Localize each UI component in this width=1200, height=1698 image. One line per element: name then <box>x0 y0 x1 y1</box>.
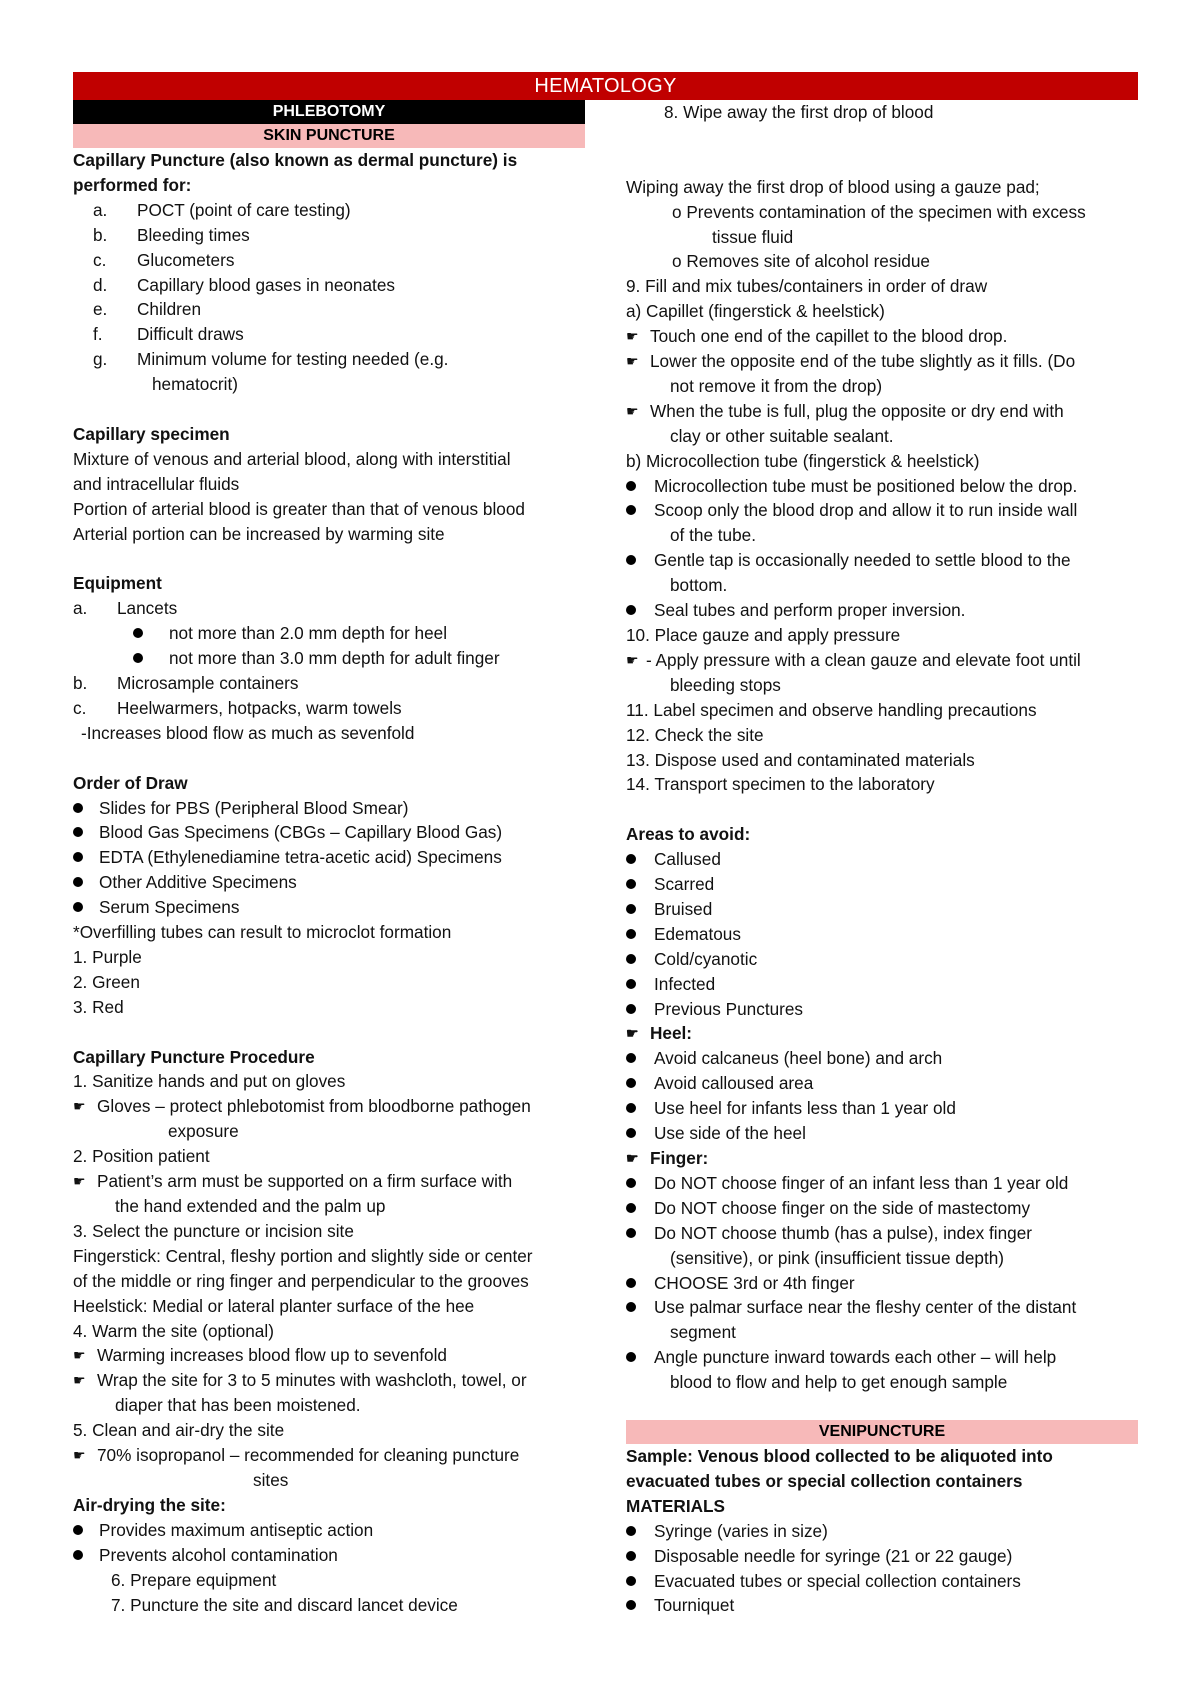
micro-heading: b) Microcollection tube (fingerstick & heelstick) <box>626 450 980 471</box>
skin-puncture-header: SKIN PUNCTURE <box>73 124 585 148</box>
list-item: Cold/cyanotic <box>626 947 1138 972</box>
wipe-item-cont: tissue fluid <box>712 226 794 247</box>
pointing-hand-icon: ☛ <box>73 1447 86 1464</box>
capillary-intro-cont: performed for: <box>73 174 192 195</box>
list-item-cont: segment <box>670 1322 736 1343</box>
note: ☛ Touch one end of the capillet to the blood drop. <box>626 324 1138 349</box>
list-item: Evacuated tubes or special collection containers <box>626 1569 1138 1594</box>
finger-heading: ☛ Finger: <box>626 1146 1138 1171</box>
bullet-icon <box>626 1004 636 1014</box>
bullet-icon <box>626 1203 636 1213</box>
note-cont: not remove it from the drop) <box>670 375 883 396</box>
bullet-icon <box>626 605 636 615</box>
wipe-item: o Removes site of alcohol residue <box>672 251 930 272</box>
list-item: c. Heelwarmers, hotpacks, warm towels <box>73 697 402 718</box>
pointing-hand-icon: ☛ <box>73 1372 86 1389</box>
bullet-icon <box>626 1078 636 1088</box>
note-cont: clay or other suitable sealant. <box>670 425 894 446</box>
color-item: 1. Purple <box>73 946 142 967</box>
list-item: e. Children <box>93 299 202 320</box>
list-item: Avoid calloused area <box>626 1071 1138 1096</box>
step: 11. Label specimen and observe handling precautions <box>626 699 1037 720</box>
bullet-icon <box>626 929 636 939</box>
bullet-icon <box>73 852 83 862</box>
bullet-icon <box>626 1178 636 1188</box>
list-item: a. POCT (point of care testing) <box>93 199 351 220</box>
bullet-icon <box>626 1053 636 1063</box>
pointing-hand-icon: ☛ <box>626 328 639 345</box>
specimen-text: Arterial portion can be increased by warming site <box>73 523 445 544</box>
fingerstick-text: Fingerstick: Central, fleshy portion and slightly side or center <box>73 1245 533 1266</box>
list-item: Blood Gas Specimens (CBGs – Capillary Blood Gas) <box>73 820 585 845</box>
heel-list <box>626 1046 1138 1146</box>
list-item: Use side of the heel <box>626 1121 1138 1146</box>
bullet-icon <box>626 1600 636 1610</box>
capillary-intro: Capillary Puncture (also known as dermal puncture) is <box>73 150 518 170</box>
equipment-heading: Equipment <box>73 573 162 594</box>
list-item: b. Bleeding times <box>93 224 250 245</box>
bullet-icon <box>133 653 143 663</box>
avoid-list <box>626 847 1138 1021</box>
pointing-hand-icon: ☛ <box>73 1173 86 1190</box>
list-item: g. Minimum volume for testing needed (e.g. <box>93 349 449 370</box>
procedure-heading: Capillary Puncture Procedure <box>73 1046 315 1067</box>
left-column <box>73 100 585 1617</box>
list-item: Slides for PBS (Peripheral Blood Smear) <box>73 796 585 821</box>
list-item: Serum Specimens <box>73 895 585 920</box>
heelstick-text: Heelstick: Medial or lateral planter surface of the hee <box>73 1295 475 1316</box>
page-title: HEMATOLOGY <box>73 72 1138 100</box>
list-item: Avoid calcaneus (heel bone) and arch <box>626 1046 1138 1071</box>
bullet-icon <box>626 1228 636 1238</box>
note: ☛ When the tube is full, plug the opposite or dry end with <box>626 399 1138 424</box>
bullet-icon <box>626 854 636 864</box>
list-item: f. Difficult draws <box>93 324 244 345</box>
airdry-list <box>73 1518 585 1568</box>
wipe-item: o Prevents contamination of the specimen with excess <box>672 201 1086 222</box>
color-item: 3. Red <box>73 996 124 1017</box>
step: 12. Check the site <box>626 724 764 745</box>
list-item: b. Microsample containers <box>73 673 299 693</box>
capillet-heading: a) Capillet (fingerstick & heelstick) <box>626 301 885 322</box>
order-heading: Order of Draw <box>73 772 188 793</box>
bullet-icon <box>73 902 83 912</box>
step: 6. Prepare equipment <box>111 1569 277 1590</box>
materials-heading: MATERIALS <box>626 1495 725 1516</box>
list-item: Gentle tap is occasionally needed to settle blood to the <box>626 548 1138 573</box>
list-item: Do NOT choose finger of an infant less than 1 year old <box>626 1171 1138 1196</box>
list-item: Use palmar surface near the fleshy center of the distant <box>626 1295 1138 1320</box>
equipment-note: -Increases blood flow as much as sevenfold <box>81 722 415 743</box>
step: 10. Place gauze and apply pressure <box>626 625 901 645</box>
bullet-icon <box>626 879 636 889</box>
list-item-cont: blood to flow and help to get enough sample <box>670 1372 1008 1393</box>
pointing-hand-icon: ☛ <box>626 651 639 668</box>
step: 7. Puncture the site and discard lancet device <box>111 1594 458 1615</box>
wipe-heading: Wiping away the first drop of blood using a gauze pad; <box>626 176 1040 197</box>
step: 8. Wipe away the first drop of blood <box>664 102 934 122</box>
pointing-hand-icon: ☛ <box>626 1025 639 1042</box>
color-item: 2. Green <box>73 971 140 992</box>
list-item: c. Glucometers <box>93 249 235 270</box>
step: 3. Select the puncture or incision site <box>73 1220 354 1241</box>
bullet-icon <box>73 1525 83 1535</box>
list-item: Do NOT choose thumb (has a pulse), index finger <box>626 1221 1138 1246</box>
note: ☛ Patient’s arm must be supported on a firm surface with <box>73 1169 585 1194</box>
note-cont: diaper that has been moistened. <box>115 1395 361 1416</box>
list-item: d. Capillary blood gases in neonates <box>93 274 395 295</box>
list-item: not more than 3.0 mm depth for adult finger <box>73 646 585 671</box>
specimen-text: Portion of arterial blood is greater than that of venous blood <box>73 498 525 519</box>
note: ☛ Gloves – protect phlebotomist from bloodborne pathogen <box>73 1094 585 1119</box>
color-list <box>73 945 585 1020</box>
veni-sample: Sample: Venous blood collected to be aliquoted into <box>626 1445 1053 1466</box>
bullet-icon <box>626 1128 636 1138</box>
pointing-hand-icon: ☛ <box>626 402 639 419</box>
list-item: Syringe (varies in size) <box>626 1519 1138 1544</box>
note: ☛ Wrap the site for 3 to 5 minutes with washcloth, towel, or <box>73 1368 585 1393</box>
note: ☛ - Apply pressure with a clean gauze and elevate foot until <box>626 648 1138 673</box>
step: 14. Transport specimen to the laboratory <box>626 774 935 795</box>
note: ☛ Lower the opposite end of the tube slightly as it fills. (Do <box>626 349 1138 374</box>
bullet-icon <box>626 555 636 565</box>
bullet-icon <box>626 1352 636 1362</box>
list-item: Scarred <box>626 872 1138 897</box>
list-item: Other Additive Specimens <box>73 870 585 895</box>
list-item-cont: bottom. <box>670 575 728 596</box>
right-column <box>626 100 1138 1618</box>
bullet-icon <box>626 1526 636 1536</box>
bullet-icon <box>73 877 83 887</box>
phlebotomy-header: PHLEBOTOMY <box>73 100 585 124</box>
step: 5. Clean and air-dry the site <box>73 1420 285 1441</box>
materials-list <box>626 1519 1138 1619</box>
list-item: EDTA (Ethylenediamine tetra-acetic acid) Specimens <box>73 845 585 870</box>
pointing-hand-icon: ☛ <box>73 1347 86 1364</box>
list-item: Scoop only the blood drop and allow it to run inside wall <box>626 498 1138 523</box>
specimen-heading: Capillary specimen <box>73 423 230 444</box>
bullet-icon <box>626 1278 636 1288</box>
avoid-heading: Areas to avoid: <box>626 824 751 845</box>
list-item: Callused <box>626 847 1138 872</box>
specimen-text: and intracellular fluids <box>73 473 240 494</box>
uses-list <box>73 198 585 372</box>
overfill-note: *Overfilling tubes can result to microclot formation <box>73 922 452 943</box>
venipuncture-header: VENIPUNCTURE <box>626 1420 1138 1444</box>
list-item: Infected <box>626 972 1138 997</box>
step: 4. Warm the site (optional) <box>73 1320 274 1341</box>
bullet-icon <box>626 1302 636 1312</box>
note: ☛ 70% isopropanol – recommended for cleaning puncture <box>73 1443 585 1468</box>
bullet-icon <box>626 979 636 989</box>
list-item-cont: of the tube. <box>670 525 757 546</box>
list-item-cont: (sensitive), or pink (insufficient tissue depth) <box>670 1247 1005 1268</box>
bullet-icon <box>133 628 143 638</box>
step: 9. Fill and mix tubes/containers in order of draw <box>626 276 988 297</box>
note-cont: the hand extended and the palm up <box>115 1196 386 1216</box>
order-list <box>73 796 585 921</box>
list-item: Angle puncture inward towards each other – will help <box>626 1345 1138 1370</box>
list-item: Edematous <box>626 922 1138 947</box>
list-item: Tourniquet <box>626 1593 1138 1618</box>
pointing-hand-icon: ☛ <box>626 353 639 370</box>
specimen-text: Mixture of venous and arterial blood, along with interstitial <box>73 448 511 469</box>
list-item: Bruised <box>626 897 1138 922</box>
veni-sample: evacuated tubes or special collection containers <box>626 1470 1023 1491</box>
list-item: Provides maximum antiseptic action <box>73 1518 585 1543</box>
lancet-list <box>73 621 585 671</box>
fingerstick-text: of the middle or ring finger and perpendicular to the grooves <box>73 1270 529 1291</box>
pointing-hand-icon: ☛ <box>626 1150 639 1167</box>
pointing-hand-icon: ☛ <box>73 1098 86 1115</box>
bullet-icon <box>73 1550 83 1560</box>
heel-heading: ☛ Heel: <box>626 1021 1138 1046</box>
list-item: not more than 2.0 mm depth for heel <box>73 621 585 646</box>
list-item: CHOOSE 3rd or 4th finger <box>626 1271 1138 1296</box>
bullet-icon <box>626 505 636 515</box>
list-item: Use heel for infants less than 1 year old <box>626 1096 1138 1121</box>
document-page <box>73 72 1138 1616</box>
list-item: Prevents alcohol contamination <box>73 1543 585 1568</box>
bullet-icon <box>73 803 83 813</box>
note-cont: bleeding stops <box>670 674 781 695</box>
bullet-icon <box>626 1576 636 1586</box>
step: 2. Position patient <box>73 1146 210 1167</box>
bullet-icon <box>626 954 636 964</box>
uses-cont: hematocrit) <box>152 374 238 395</box>
bullet-icon <box>73 827 83 837</box>
note: ☛ Warming increases blood flow up to sevenfold <box>73 1343 585 1368</box>
list-item: Microcollection tube must be positioned below the drop. <box>626 474 1138 499</box>
bullet-icon <box>626 1551 636 1561</box>
note-cont: sites <box>253 1469 289 1490</box>
bullet-icon <box>626 1103 636 1113</box>
list-item: Disposable needle for syringe (21 or 22 gauge) <box>626 1544 1138 1569</box>
list-item: Do NOT choose finger on the side of mastectomy <box>626 1196 1138 1221</box>
bullet-icon <box>626 904 636 914</box>
airdry-heading: Air-drying the site: <box>73 1494 226 1515</box>
note-cont: exposure <box>168 1121 239 1142</box>
bullet-icon <box>626 481 636 491</box>
list-item: Seal tubes and perform proper inversion. <box>626 598 1138 623</box>
list-item: Previous Punctures <box>626 997 1138 1022</box>
step: 13. Dispose used and contaminated materials <box>626 749 975 770</box>
list-item: a. Lancets <box>73 598 178 619</box>
step: 1. Sanitize hands and put on gloves <box>73 1071 346 1092</box>
